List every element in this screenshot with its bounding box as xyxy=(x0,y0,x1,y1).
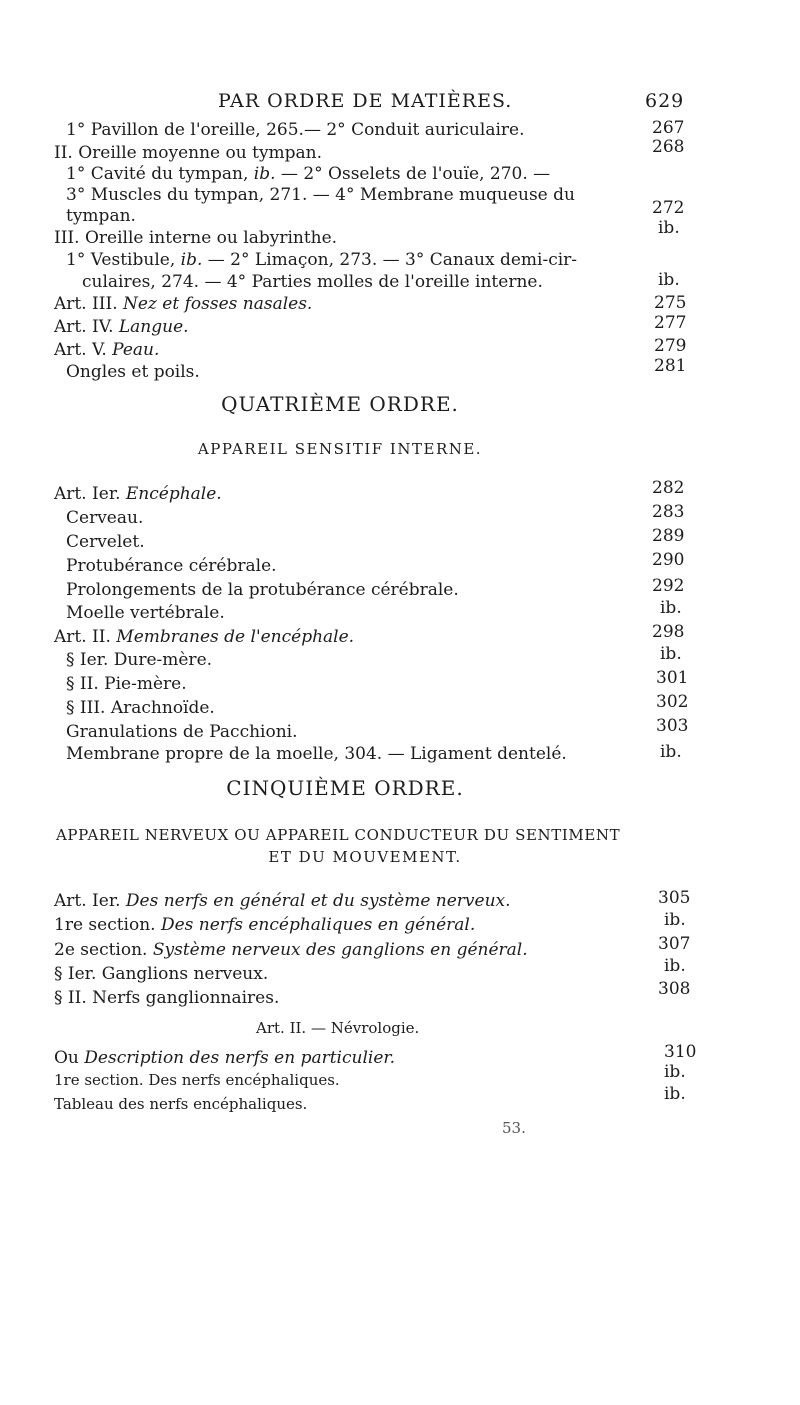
section-subtitle: APPAREIL NERVEUX OU APPAREIL CONDUCTEUR DU SENTIMENT xyxy=(56,826,621,844)
entry-line: Ou Description des nerfs en particulier. xyxy=(54,1048,396,1068)
entry-line: § II. Nerfs ganglionnaires. xyxy=(54,988,280,1008)
entry-page: 290 xyxy=(652,550,685,570)
entry-line: § Ier. Ganglions nerveux. xyxy=(54,964,269,984)
entry-line: 1° Vestibule, ib. — 2° Limaçon, 273. — 3° Canaux demi-cir- xyxy=(66,250,578,270)
entry-page: 281 xyxy=(654,356,687,376)
entry-line: 3° Muscles du tympan, 271. — 4° Membrane muqueuse du xyxy=(66,185,575,205)
entry-page: 292 xyxy=(652,576,685,596)
entry-page: ib. xyxy=(660,598,682,618)
entry-page: ib. xyxy=(658,218,680,238)
running-title: PAR ORDRE DE MATIÈRES. xyxy=(218,90,513,112)
entry-line: 1re section. Des nerfs encéphaliques. xyxy=(54,1071,340,1089)
entry-line: II. Oreille moyenne ou tympan. xyxy=(54,143,323,163)
entry-line: § II. Pie-mère. xyxy=(66,674,187,694)
entry-page: 303 xyxy=(656,716,689,736)
entry-line: Tableau des nerfs encéphaliques. xyxy=(54,1095,308,1113)
entry-line: Art. IV. Langue. xyxy=(54,317,189,337)
section-subtitle: ET DU MOUVEMENT. xyxy=(268,848,462,866)
entry-page: ib. xyxy=(664,1084,686,1104)
entry-line: 1° Pavillon de l'oreille, 265.— 2° Conduit auriculaire. xyxy=(66,120,525,140)
entry-line: Prolongements de la protubérance cérébrale. xyxy=(66,580,459,600)
entry-line: Cerveau. xyxy=(66,508,144,528)
entry-line: 1re section. Des nerfs encéphaliques en général. xyxy=(54,915,476,935)
entry-line: 1° Cavité du tympan, ib. — 2° Osselets de l'ouïe, 270. — xyxy=(66,164,551,184)
entry-line: Art. Ier. Des nerfs en général et du système nerveux. xyxy=(54,891,511,911)
entry-line: Protubérance cérébrale. xyxy=(66,556,277,576)
entry-page: 275 xyxy=(654,293,687,313)
entry-page: 279 xyxy=(654,336,687,356)
entry-line: tympan. xyxy=(66,206,136,226)
entry-line: Art. Ier. Encéphale. xyxy=(54,484,222,504)
entry-page: ib. xyxy=(664,1062,686,1082)
entry-page: 277 xyxy=(654,313,687,333)
entry-line: Cervelet. xyxy=(66,532,145,552)
entry-page: 308 xyxy=(658,979,691,999)
entry-line: Art. V. Peau. xyxy=(54,340,160,360)
entry-line: Membrane propre de la moelle, 304. — Ligament dentelé. xyxy=(66,744,567,764)
entry-page: 310 xyxy=(664,1042,697,1062)
entry-page: 282 xyxy=(652,478,685,498)
entry-page: 301 xyxy=(656,668,689,688)
entry-page: 307 xyxy=(658,934,691,954)
entry-page: ib. xyxy=(660,644,682,664)
signature-mark: 53. xyxy=(502,1119,526,1137)
entry-line: Art. III. Nez et fosses nasales. xyxy=(54,294,313,314)
entry-page: ib. xyxy=(658,270,680,290)
entry-page: 272 xyxy=(652,198,685,218)
entry-line: 2e section. Système nerveux des ganglions en général. xyxy=(54,940,528,960)
entry-line: culaires, 274. — 4° Parties molles de l'oreille interne. xyxy=(82,272,543,292)
entry-page: 302 xyxy=(656,692,689,712)
entry-page: ib. xyxy=(664,956,686,976)
entry-line: § III. Arachnoïde. xyxy=(66,698,215,718)
section-title: QUATRIÈME ORDRE. xyxy=(221,392,459,416)
entry-page: 298 xyxy=(652,622,685,642)
entry-line: III. Oreille interne ou labyrinthe. xyxy=(54,228,338,248)
entry-line: Art. II. Membranes de l'encéphale. xyxy=(54,627,355,647)
article-heading: Art. II. — Névrologie. xyxy=(256,1019,420,1037)
entry-line: Ongles et poils. xyxy=(66,362,200,382)
entry-line: Granulations de Pacchioni. xyxy=(66,722,298,742)
entry-page: ib. xyxy=(664,910,686,930)
entry-line: § Ier. Dure-mère. xyxy=(66,650,213,670)
section-subtitle: APPAREIL SENSITIF INTERNE. xyxy=(197,440,483,458)
entry-page: 267 xyxy=(652,118,685,138)
page-number: 629 xyxy=(645,90,685,112)
entry-page: 268 xyxy=(652,137,685,157)
entry-page: 289 xyxy=(652,526,685,546)
section-title: CINQUIÈME ORDRE. xyxy=(226,776,464,800)
entry-page: ib. xyxy=(660,742,682,762)
entry-page: 305 xyxy=(658,888,691,908)
entry-page: 283 xyxy=(652,502,685,522)
entry-line: Moelle vertébrale. xyxy=(66,603,225,623)
